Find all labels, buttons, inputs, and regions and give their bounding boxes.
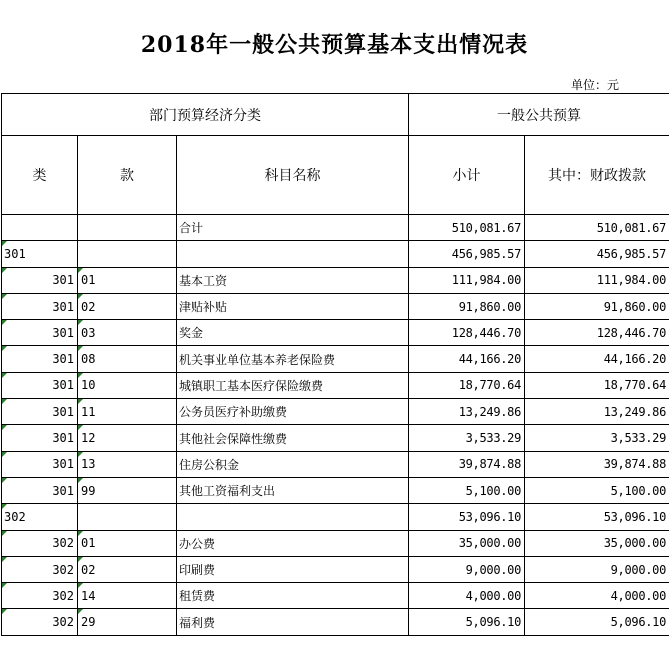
table-row	[2, 556, 669, 582]
table-row	[2, 425, 669, 451]
cell-item-name: 基本工资	[177, 267, 409, 293]
cell-fiscal-allocation: 35,000.00	[525, 530, 669, 556]
cell-fiscal-allocation: 39,874.88	[525, 451, 669, 477]
cell-subtotal: 111,984.00	[409, 267, 525, 293]
table-row	[2, 241, 669, 267]
cell-fiscal-allocation: 91,860.00	[525, 293, 669, 319]
cell-item-name: 其他工资福利支出	[177, 477, 409, 503]
cell-lei: 301	[2, 425, 78, 451]
cell-subtotal: 18,770.64	[409, 372, 525, 398]
cell-subtotal: 510,081.67	[409, 215, 525, 241]
cell-kuan: 01	[78, 267, 177, 293]
cell-lei: 301	[2, 241, 78, 267]
header-fiscal-allocation: 其中：财政拨款	[525, 136, 669, 215]
table-row	[2, 215, 669, 241]
cell-subtotal: 35,000.00	[409, 530, 525, 556]
cell-item-name: 印刷费	[177, 556, 409, 582]
cell-kuan: 99	[78, 477, 177, 503]
cell-subtotal: 4,000.00	[409, 583, 525, 609]
table-row	[2, 346, 669, 372]
cell-kuan: 08	[78, 346, 177, 372]
cell-kuan	[78, 215, 177, 241]
cell-lei: 301	[2, 320, 78, 346]
cell-item-name: 其他社会保障性缴费	[177, 425, 409, 451]
table-row	[2, 320, 669, 346]
cell-fiscal-allocation: 510,081.67	[525, 215, 669, 241]
cell-fiscal-allocation: 9,000.00	[525, 556, 669, 582]
header-item-name: 科目名称	[177, 136, 409, 215]
cell-subtotal: 5,100.00	[409, 477, 525, 503]
cell-subtotal: 456,985.57	[409, 241, 525, 267]
cell-subtotal: 5,096.10	[409, 609, 525, 635]
cell-item-name: 机关事业单位基本养老保险费	[177, 346, 409, 372]
cell-fiscal-allocation: 18,770.64	[525, 372, 669, 398]
cell-lei: 301	[2, 399, 78, 425]
cell-item-name: 租赁费	[177, 583, 409, 609]
table-row	[2, 451, 669, 477]
cell-fiscal-allocation: 456,985.57	[525, 241, 669, 267]
cell-fiscal-allocation: 53,096.10	[525, 504, 669, 530]
header-kuan: 款	[78, 136, 177, 215]
cell-subtotal: 39,874.88	[409, 451, 525, 477]
table-row	[2, 372, 669, 398]
header-subtotal: 小计	[409, 136, 525, 215]
budget-table	[1, 93, 669, 636]
page-title: 2018年一般公共预算基本支出情况表	[140, 32, 529, 58]
cell-item-name: 公务员医疗补助缴费	[177, 399, 409, 425]
cell-kuan: 12	[78, 425, 177, 451]
table-row	[2, 530, 669, 556]
cell-kuan: 02	[78, 556, 177, 582]
unit-label: 单位：元	[571, 78, 620, 92]
table-row	[2, 504, 669, 530]
cell-lei: 302	[2, 583, 78, 609]
table-row	[2, 609, 669, 635]
cell-subtotal: 128,446.70	[409, 320, 525, 346]
cell-lei: 302	[2, 504, 78, 530]
cell-lei: 301	[2, 451, 78, 477]
cell-subtotal: 53,096.10	[409, 504, 525, 530]
cell-subtotal: 13,249.86	[409, 399, 525, 425]
cell-lei: 301	[2, 346, 78, 372]
cell-item-name: 津贴补贴	[177, 293, 409, 319]
cell-lei	[2, 215, 78, 241]
cell-kuan: 29	[78, 609, 177, 635]
cell-fiscal-allocation: 5,096.10	[525, 609, 669, 635]
cell-kuan: 01	[78, 530, 177, 556]
cell-item-name: 合计	[177, 215, 409, 241]
cell-subtotal: 44,166.20	[409, 346, 525, 372]
cell-fiscal-allocation: 128,446.70	[525, 320, 669, 346]
table-row	[2, 583, 669, 609]
header-row-group	[2, 94, 669, 136]
cell-item-name	[177, 241, 409, 267]
cell-subtotal: 3,533.29	[409, 425, 525, 451]
cell-item-name: 奖金	[177, 320, 409, 346]
cell-item-name: 福利费	[177, 609, 409, 635]
cell-subtotal: 9,000.00	[409, 556, 525, 582]
cell-item-name	[177, 504, 409, 530]
cell-kuan: 10	[78, 372, 177, 398]
header-economic-classification: 部门预算经济分类	[2, 94, 409, 136]
cell-lei: 301	[2, 477, 78, 503]
cell-subtotal: 91,860.00	[409, 293, 525, 319]
cell-lei: 302	[2, 556, 78, 582]
header-lei: 类	[2, 136, 78, 215]
table-row	[2, 477, 669, 503]
cell-kuan: 13	[78, 451, 177, 477]
table-row	[2, 267, 669, 293]
cell-item-name: 办公费	[177, 530, 409, 556]
cell-fiscal-allocation: 13,249.86	[525, 399, 669, 425]
cell-kuan	[78, 504, 177, 530]
cell-lei: 302	[2, 530, 78, 556]
cell-item-name: 住房公积金	[177, 451, 409, 477]
cell-fiscal-allocation: 4,000.00	[525, 583, 669, 609]
cell-item-name: 城镇职工基本医疗保险缴费	[177, 372, 409, 398]
cell-lei: 301	[2, 267, 78, 293]
cell-kuan: 14	[78, 583, 177, 609]
table-row	[2, 293, 669, 319]
cell-lei: 301	[2, 293, 78, 319]
header-general-public-budget: 一般公共预算	[409, 94, 669, 136]
table-row	[2, 399, 669, 425]
cell-fiscal-allocation: 44,166.20	[525, 346, 669, 372]
cell-kuan: 03	[78, 320, 177, 346]
cell-kuan	[78, 241, 177, 267]
cell-fiscal-allocation: 111,984.00	[525, 267, 669, 293]
cell-kuan: 02	[78, 293, 177, 319]
cell-lei: 302	[2, 609, 78, 635]
cell-kuan: 11	[78, 399, 177, 425]
header-row-columns	[2, 136, 669, 215]
cell-fiscal-allocation: 5,100.00	[525, 477, 669, 503]
cell-lei: 301	[2, 372, 78, 398]
cell-fiscal-allocation: 3,533.29	[525, 425, 669, 451]
